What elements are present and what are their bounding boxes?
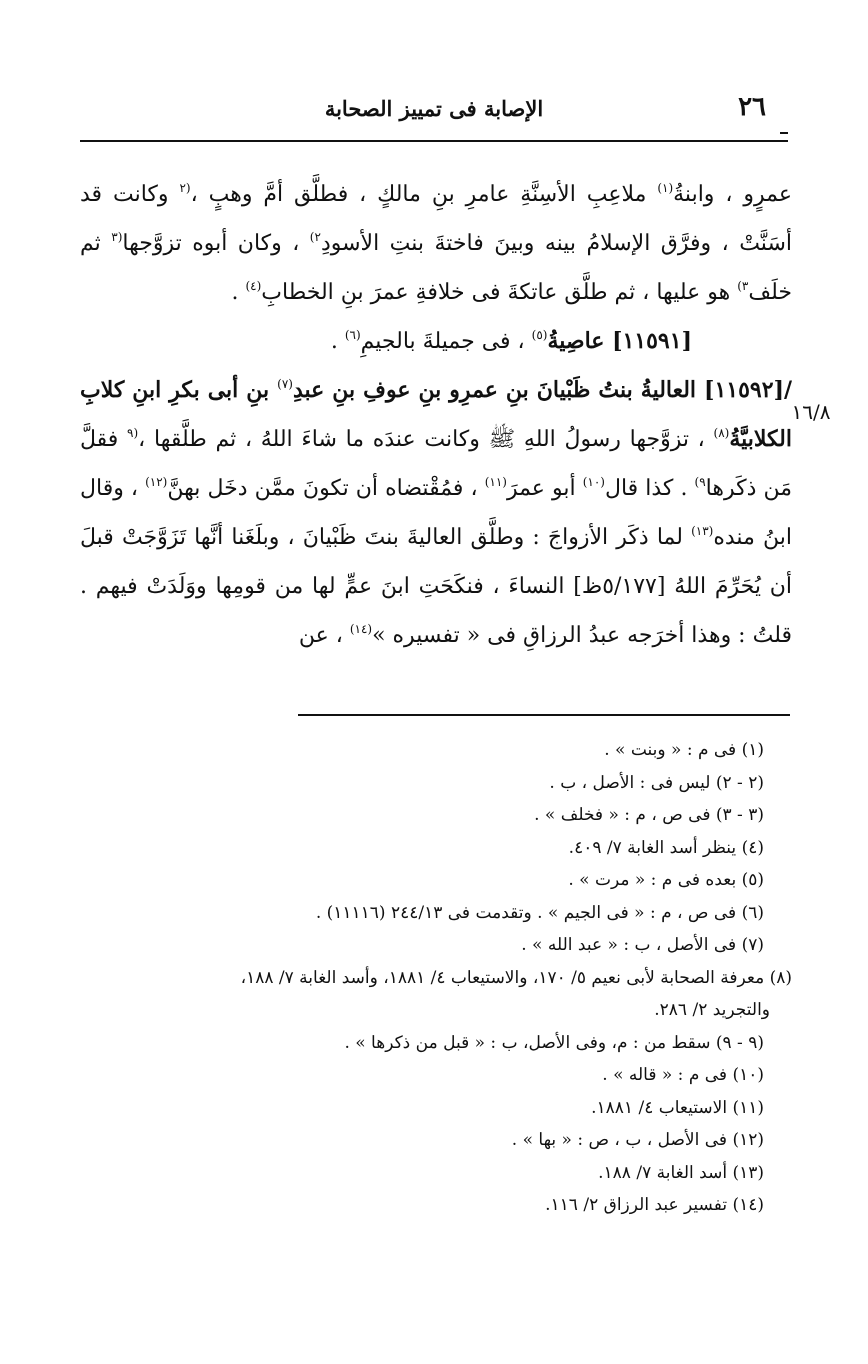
footnote-ref: ٩) (694, 475, 706, 489)
footnote: (١٠) فى م : « قاله » . (602, 1065, 764, 1085)
footnote-ref: (١٢) (145, 475, 168, 489)
footnote: (٨) معرفة الصحابة لأبى نعيم ٥/ ١٧٠، والاستيعاب ٤/ ١٨٨١، وأسد الغابة ٧/ ١٨٨، والتجريد ٢/ ٢٨٦. (80, 962, 792, 1027)
footnotes (80, 734, 792, 1222)
footnote: (١٢) فى الأصل ، ب ، ص : « بها » . (511, 1130, 764, 1150)
footnote: (١٤) تفسير عبد الرزاق ٢/ ١١٦. (545, 1195, 764, 1215)
footnote-ref: (٤) (245, 279, 262, 293)
header-rule-tick (780, 132, 788, 134)
footnote-ref: (٢ (179, 181, 191, 195)
footnote: (٩ - ٩) سقط من : م، وفى الأصل، ب : « قبل من ذكرها » . (344, 1032, 764, 1053)
footnote: (٣ - ٣) فى ص ، م : « فخلف » . (534, 805, 764, 825)
footnote-ref: (١١) (484, 475, 507, 489)
running-header (80, 88, 788, 130)
footnote-ref: (٩ (127, 426, 139, 440)
footnote-ref: ٣) (737, 279, 749, 293)
footnote-ref: (١٠) (582, 475, 605, 489)
footnote: (١) فى م : « وبنت » . (604, 740, 764, 760)
footnote-ref: (١٤) (349, 622, 373, 636)
margin-volume-page-note: ١٦/٨ (791, 400, 831, 424)
footnote-ref: ٢) (309, 230, 321, 244)
entry-11591: [١١٥٩١] عاصِيةُ$^{(٥)}$ ، فى جميلةَ بالجيمِ$^{(٦)}$ . (330, 328, 692, 354)
footnote-continuation: والتجريد ٢/ ٢٨٦. (654, 1000, 770, 1020)
footnote-ref: (١٣) (691, 524, 714, 538)
footnote-ref: (٦) (344, 328, 361, 342)
main-text (80, 170, 792, 660)
running-title: الإصابة فى تمييز الصحابة (324, 96, 544, 121)
entry-heading: [١١٥٩١] عاصِيةُ (547, 328, 692, 354)
footnote-ref: (٨) (713, 426, 730, 440)
page-number: ٢٦ (738, 92, 766, 122)
footnote-ref: (٣ (111, 230, 123, 244)
paragraph-continuation: عمرٍو ، وابنةُ$^{(١)}$ ملاعِبِ الأسِنَّةِ عامرِ بنِ مالكٍ ، فطلَّق أمَّ وهبٍ ،$^{(٢}$ وكانت قد أسَنَّتْ ، وفرَّق الإسلامُ بينه وبينَ فاختةَ بنتِ الأسودِ$^{٢)}$ ، وكان أبوه تزوَّجها$^{(٣}$ ثم خلَف$^{٣)}$ هو عليها ، ثم طلَّق عاتكةَ فى خلافةِ عمرَ بنِ الخطابِ$^{(٤)}$ . (80, 181, 792, 305)
footnote-ref: (٧) (277, 377, 293, 391)
footnote-ref: (٥) (531, 328, 548, 342)
footnote: (٥) بعده فى م : « مرت » . (568, 870, 764, 890)
footnote: (٦) فى ص ، م : « فى الجيم » . وتقدمت فى ٢٤٤/١٣ (١١١١٦) . (315, 902, 764, 923)
footnote: (٤) ينظر أسد الغابة ٧/ ٤٠٩. (568, 837, 764, 858)
footnote: (١٣) أسد الغابة ٧/ ١٨٨. (598, 1162, 764, 1183)
footnote: (٧) فى الأصل ، ب : « عبد الله » . (521, 935, 764, 955)
footnote-separator (298, 714, 790, 716)
header-rule (80, 140, 788, 142)
footnote: (١١) الاستيعاب ٤/ ١٨٨١. (591, 1097, 764, 1118)
entry-heading: /[١١٥٩٢] العاليةُ بنتُ ظَبْيانَ بنِ عمرِو بنِ عوفِ بنِ عبدِ (292, 377, 793, 403)
entry-11592: /[١١٥٩٢] العاليةُ بنتُ ظَبْيانَ بنِ عمرِو بنِ عوفِ بنِ عبدِ$^{(٧)}$ بنِ أبى بكرِ ابنِ كلابِ الكلابيَّةُ$^{(٨)}$ ، تزوَّجها رسولُ اللهِ ﷺ وكانت عندَه ما شاءَ اللهُ ، ثم طلَّقها ،$^{(٩}$ فقلَّ مَن ذكَرها$^{٩)}$ . كذا قال$^{(١٠)}$ أبو عمرَ$^{(١١)}$ ، فمُقْتضاه أن تكونَ ممَّن دخَل بهنَّ$^{(١٢)}$ ، وقال ابنُ منده$^{(١٣)}$ لما ذكَر الأزواجَ : وطلَّق العاليةَ بنتَ ظَبْيانَ ، وبلَغَنا أنَّها تَزَوَّجَتْ قبلَ أن يُحَرِّمَ اللهُ [٥/١٧٧ظ] النساءَ ، فنكَحَتِ ابنَ عمٍّ لها من قومِها ووَلَدَتْ فيهم . قلتُ : وهذا أخرَجه عبدُ الرزاقِ فى « تفسيره »$^{(١٤)}$ ، عن (80, 377, 793, 648)
entry-heading-cont: بنِ أبى بكرِ ابنِ كلابِ الكلابيَّةُ (80, 377, 792, 452)
footnote: (٢ - ٢) ليس فى : الأصل ، ب . (549, 772, 764, 793)
footnote-ref: (١) (657, 181, 674, 195)
